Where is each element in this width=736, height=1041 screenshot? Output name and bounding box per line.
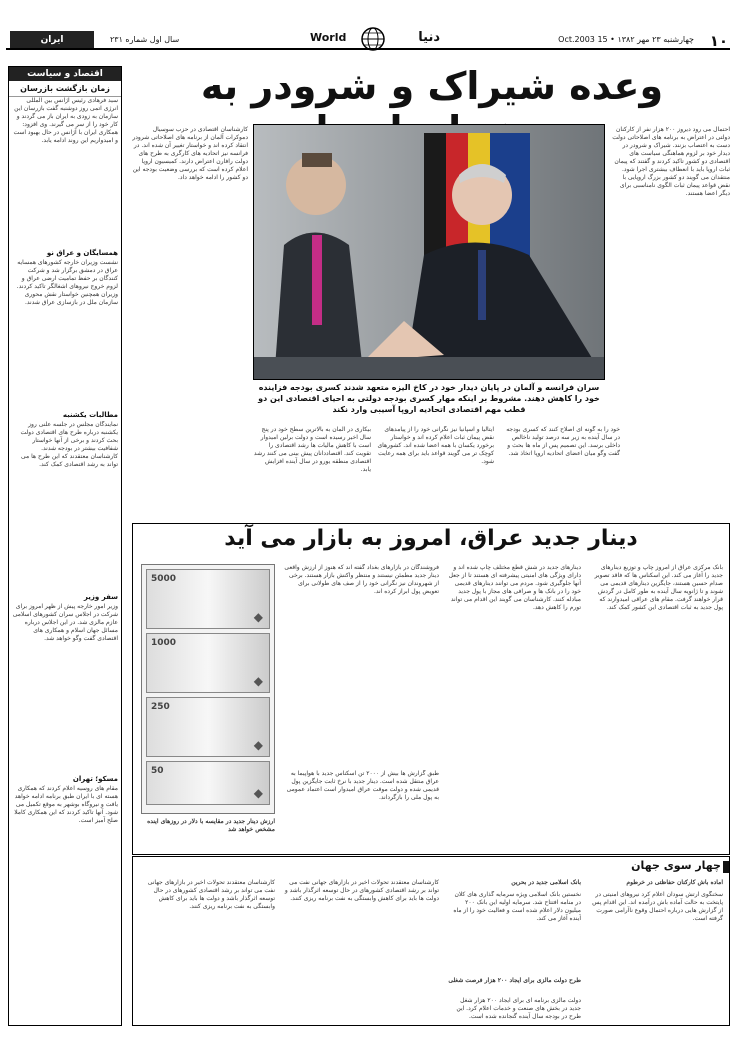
story-column: فروشندگان در بازارهای بغداد گفته اند که هنوز از ارزش واقعی دینار جدید مطمئن نیستند و منتظر واکنش بازار هستند. برخی از شهروندان نیز نگرانی خود را از صف های طولانی برای تعویض پول ابراز کرده اند. [284,564,439,595]
issue-date: چهارشنبه ۲۳ مهر ۱۳۸۲ • 15 Oct.2003 [558,35,694,44]
sidebar-heading: اقتصاد و سیاست [9,67,121,81]
story-column: احتمال می رود دیروز ۲۰۰ هزار نفر از کارکنان دولتی در اعتراض به برنامه های اصلاحاتی دولت دست به اعتصاب بزنند. شیراک و شرودر در دیدار خود بر لزوم هماهنگی سیاست های اقتصادی دو کشور تاکید کردند و گفتند که پیمان ثبات اروپا باید با انعطاف بیشتری اجرا شود. منتقدان می گویند دو کشور بزرگ اروپایی با نقض قواعد پیمان ثبات الگوی نامناسبی برای دیگر اعضا هستند. [612,126,730,197]
leaders-photo-illustration [254,125,605,380]
sidebar-text: نمایندگان مجلس در جلسه علنی روز یکشنبه درباره طرح های اقتصادی دولت بحث کردند و برخی از آنها خواستار شفافیت بیشتر در بودجه شدند. کارشناسان معتقدند که این طرح ها می تواند به رشد اقتصادی کمک کند. [20,421,118,468]
story-box-iraq-dinar [132,523,730,855]
sidebar-column [8,66,122,1026]
banknote: 1000 ◆ [146,633,270,693]
news-photo [253,124,605,380]
banknotes-image [141,564,275,814]
brief-title: بانک اسلامی جدید در بحرین [511,879,581,886]
story-column: بانک مرکزی عراق از امروز چاپ و توزیع دینارهای جدید را آغاز می کند. این اسکناس ها که فاقد تصویر صدام حسین هستند، جایگزین دینارهای قدیمی می شوند و تا ژانویه سال آینده به طور کامل در گردش قرار خواهند گرفت. مقام های عراقی امیدوارند که پول جدید به ثبات اقتصادی این کشور کمک کند. [594,564,723,611]
page-header [6,30,730,50]
banknote-label: 50 [151,766,164,776]
sidebar-text: مقام های روسیه اعلام کردند که همکاری هسته ای با ایران طبق برنامه ادامه خواهد یافت و نیروگاه بوشهر به موقع تکمیل می شود. آنها تاکید کردند که این همکاری کاملا صلح آمیز است. [14,785,118,824]
photo-caption: سران فرانسه و آلمان در پایان دیدار خود در کاخ الیزه متعهد شدند کسری بودجه فزاینده خود را کاهش دهند. مشروط بر اینکه مهار کسری بودجه دولتی به احیای اقتصادی این دو قطب مهم اقتصادی اتحادیه اروپا آسیبی وارد نکند [258,383,600,414]
section-marker [723,861,729,873]
story-column: دینارهای جدید در شش قطع مختلف چاپ شده اند و دارای ویژگی های امنیتی پیشرفته ای هستند تا از جعل آنها جلوگیری شود. مردم می توانند دینارهای قدیمی خود را در بانک ها و صرافی های مجاز با پول جدید مبادله کنند. کارشناسان می گویند این اقدام می تواند تورم را کاهش دهد. [448,564,581,611]
story-column: ایتالیا و اسپانیا نیز نگرانی خود را از پیامدهای نقض پیمان ثبات اعلام کرده اند و خواستار برخورد یکسان با همه اعضا شده اند. کشورهای کوچک تر می گویند قواعد باید برای همه رعایت شود. [377,426,494,465]
brief-title: طرح دولت مالزی برای ایجاد ۲۰۰ هزار فرصت شغلی [448,977,581,984]
newspaper-logo: ایران [10,31,94,48]
briefs-heading: چهار سوی جهان [631,859,721,872]
story-column: خود را به گونه ای اصلاح کنند که کسری بودجه در سال آینده به زیر سه درصد تولید ناخالص داخلی برسد. این تصمیم پس از ماه ها بحث و گفت وگو میان اعضای اتحادیه اروپا اتخاذ شد. [506,426,620,457]
sidebar-subheading: همسایگان و عراق نو [46,249,118,257]
sidebar-text: نشست وزیران خارجه کشورهای همسایه عراق در دمشق برگزار شد و شرکت کنندگان بر حفظ تمامیت ارضی عراق و لزوم خروج نیروهای اشغالگر تاکید کردند. وزیران همچنین خواستار نقش محوری سازمان ملل در بازسازی عراق شدند. [16,259,118,306]
banknote-label: 250 [151,702,170,712]
sidebar-text: وزیر امور خارجه پیش از ظهر امروز برای شرکت در اجلاس سران کشورهای اسلامی عازم مالزی شد. در این اجلاس درباره مسائل جهان اسلام و همکاری های اقتصادی گفت وگو خواهد شد. [12,603,118,642]
section-title-fa: دنیا [418,30,440,45]
banknote-label: 5000 [151,574,177,584]
brief-text: کارشناسان معتقدند تحولات اخیر در بازارهای جهانی نفت می تواند بر رشد اقتصادی کشورهای در حال توسعه اثرگذار باشد و دولت ها باید برای کاهش وابستگی به نفت برنامه ریزی کنند. [147,879,275,910]
sidebar-subheading: مسکو؛ تهران [72,775,118,783]
globe-icon [360,26,386,52]
story-column: کارشناسان اقتصادی در حزب سوسیال دموکرات آلمان از برنامه های اصلاحاتی شرودر انتقاد کرده اند و خواستار تغییر آن شده اند. در فرانسه نیز اتحادیه های کارگری به طرح های دولت رافارن اعتراض دارند. کمیسیون اروپا اعلام کرده است که بررسی وضعیت بودجه این دو کشور را ادامه خواهد داد. [132,126,248,181]
issue-number: سال اول شماره ۲۳۱ [110,35,180,44]
banknote: 50 ◆ [146,761,270,805]
page-number: ۱۰ [709,32,728,50]
banknote: 5000 ◆ [146,569,270,629]
brief-text: سخنگوی ارتش سودان اعلام کرد نیروهای امنیتی در پایتخت به حالت آماده باش درآمده اند. این اقدام پس از گزارش هایی درباره احتمال وقوع ناآرامی صورت گرفته است. [592,891,723,922]
main-headline: وعده شیراک و شرودر به [200,64,664,108]
brief-text: نخستین بانک اسلامی ویژه سرمایه گذاری های کلان در منامه افتتاح شد. سرمایه اولیه این بانک ۲۰۰ میلیون دلار اعلام شده است و فعالیت خود را از ماه آینده آغاز می کند. [453,891,581,922]
story-box-world-briefs [132,856,730,1026]
banknote: 250 ◆ [146,697,270,757]
story2-headline: دینار جدید عراق، امروز به بازار می آید [224,526,638,551]
story-column: بیکاری در آلمان به بالاترین سطح خود در پنج سال اخیر رسیده است و دولت برلین امیدوار است با کاهش مالیات ها رشد اقتصادی را تقویت کند. اقتصاددانان پیش بینی می کنند رشد اقتصادی منطقه یورو در سال آینده افزایش یابد. [253,426,371,473]
section-title-en: World [310,31,347,44]
sidebar-subheading: مطالبات یکشنبه [62,411,118,419]
banknote-label: 1000 [151,638,177,648]
section-banner [310,30,440,50]
sidebar-title: زمان بازگشت بازرسان [9,81,121,97]
brief-title: آماده باش کارکنان حفاظتی در خرطوم [626,879,723,886]
notes-caption: ارزش دینار جدید در مقایسه با دلار در روزهای آینده مشخص خواهد شد [147,818,275,833]
brief-text: دولت مالزی برنامه ای برای ایجاد ۲۰۰ هزار شغل جدید در بخش های صنعت و خدمات اعلام کرد. این طرح در بودجه سال آینده گنجانده شده است. [456,997,581,1020]
sidebar-subheading: سفر وزیر [83,593,118,601]
sidebar-text: سید فرهادی رئیس آژانس بین المللی انرژی اتمی روز دوشنبه گفت بازرسان این سازمان به زودی به ایران باز می گردند و کار خود را از سر می گیرند. وی افزود: همکاری ایران با آژانس در حال بهبود است و امیدواریم این روند ادامه یابد. [13,97,118,144]
story-column: طبق گزارش ها بیش از ۲۰۰۰ تن اسکناس جدید با هواپیما به عراق منتقل شده است. دینار جدید با نرخ ثابت جایگزین پول قدیمی شده و دولت موقت عراق امیدوار است اعتماد عمومی به پول ملی را بازگرداند. [286,770,439,801]
brief-text: کارشناسان معتقدند تحولات اخیر در بازارهای جهانی نفت می تواند بر رشد اقتصادی کشورهای در حال توسعه اثرگذار باشد و دولت ها باید برای کاهش وابستگی به نفت برنامه ریزی کنند. [284,879,439,902]
